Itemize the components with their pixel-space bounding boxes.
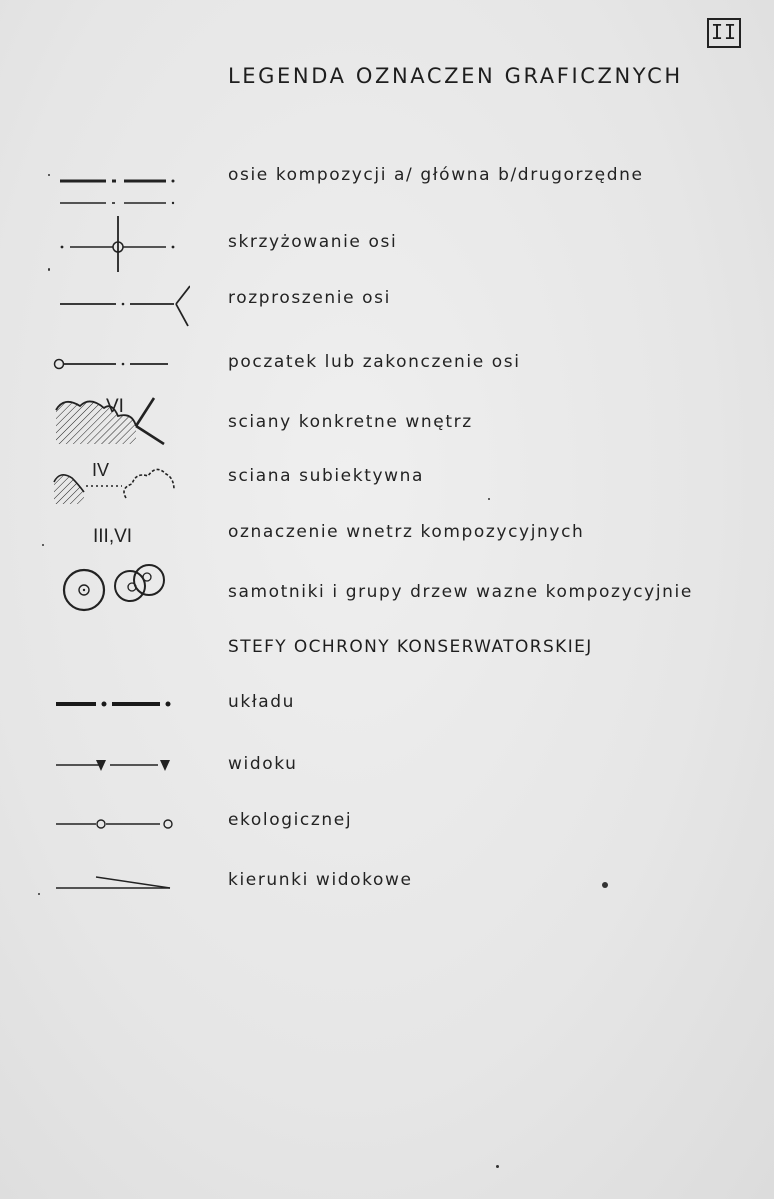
axis-dispersion-symbol: [40, 280, 190, 332]
layout-zone-symbol: [40, 690, 190, 720]
legend-label-layout-zone: układu: [228, 692, 296, 712]
legend-label-compositional-interiors: oznaczenie wnetrz kompozycyjnych: [228, 522, 585, 542]
page-number: II: [707, 18, 741, 48]
axis-crossing-symbol: [40, 214, 190, 276]
legend-label-axis-dispersion: rozproszenie osi: [228, 288, 391, 308]
subjective-wall-symbol: [40, 456, 190, 508]
compositional-interiors-symbol: [40, 518, 190, 550]
protection-zones-heading: STEFY OCHRONY KONSERWATORSKIEJ: [228, 637, 593, 657]
legend-label-trees: samotniki i grupy drzew wazne kompozycyjnie: [228, 582, 693, 602]
concrete-walls-roman-numeral: VI: [106, 396, 124, 417]
view-directions-symbol: [40, 868, 190, 898]
scan-speck: [48, 268, 50, 271]
composition-axes-symbol: [40, 165, 190, 210]
legend-label-concrete-walls: sciany konkretne wnętrz: [228, 412, 473, 432]
concrete-interior-walls-symbol: [40, 392, 190, 454]
scan-speck: [42, 544, 44, 546]
legend-label-composition-axes: osie kompozycji a/ główna b/drugorzędne: [228, 165, 644, 185]
legend-label-axis-start-end: poczatek lub zakonczenie osi: [228, 352, 521, 372]
legend-label-ecological-zone: ekologicznej: [228, 810, 353, 830]
trees-symbol: [40, 560, 190, 620]
scan-speck: [38, 893, 40, 895]
subjective-wall-roman-numeral: IV: [92, 460, 110, 480]
scan-speck: [602, 882, 608, 888]
scan-speck: [496, 1165, 499, 1168]
legend-title: LEGENDA OZNACZEN GRAFICZNYCH: [228, 64, 683, 88]
ecological-zone-symbol: [40, 810, 190, 840]
legend-label-view-directions: kierunki widokowe: [228, 870, 413, 890]
scan-speck: [488, 498, 490, 500]
legend-label-axis-crossing: skrzyżowanie osi: [228, 232, 398, 252]
legend-label-view-zone: widoku: [228, 754, 298, 774]
compositional-interiors-roman-numeral: III,VI: [93, 526, 133, 547]
axis-start-end-symbol: [40, 350, 190, 380]
scan-speck: [48, 174, 50, 176]
legend-label-subjective-wall: sciana subiektywna: [228, 466, 425, 486]
view-zone-symbol: [40, 752, 190, 782]
